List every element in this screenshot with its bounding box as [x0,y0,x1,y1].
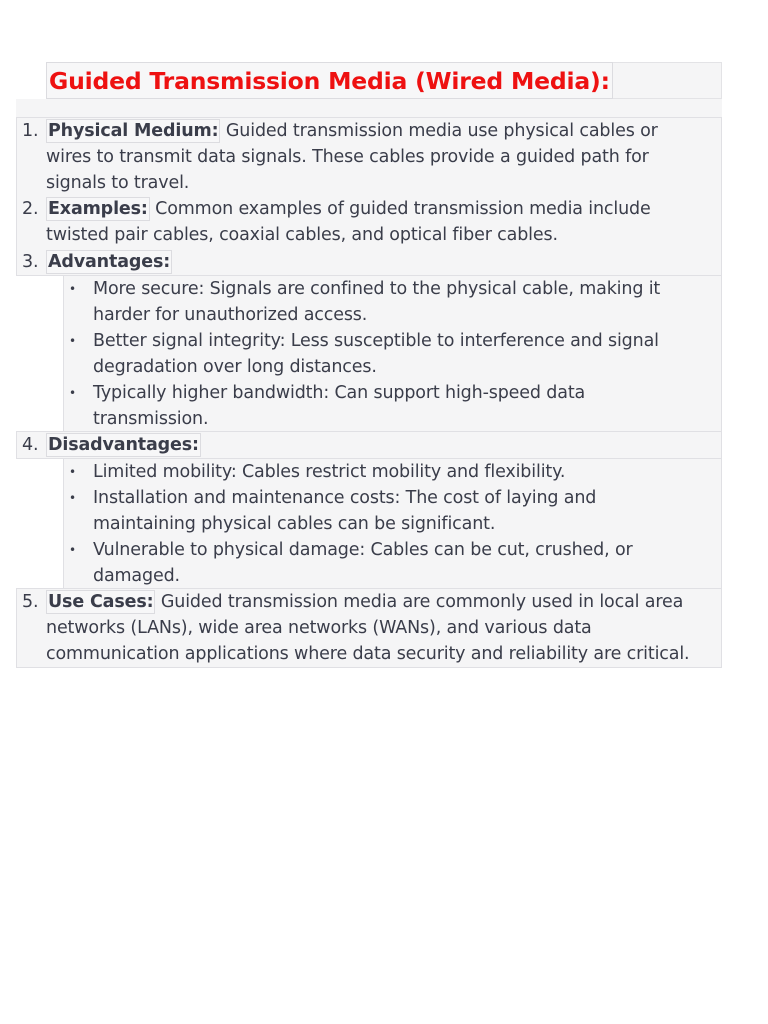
bullet-text-line: Installation and maintenance costs: The cost of laying and [93,488,597,508]
bullet-text-line: Limited mobility: Cables restrict mobility and flexibility. [93,462,566,482]
list-item-examples [46,196,651,222]
list-item-number: 1. [22,121,39,141]
bullet-icon: • [69,491,76,505]
item-text: Guided transmission media are commonly used in local area [155,592,684,612]
list-item-number: 4. [22,435,39,455]
item-label: Examples: [48,199,148,219]
list-item-number: 5. [22,592,39,612]
bullet-icon: • [69,386,76,400]
item-label: Physical Medium: [48,121,219,141]
list-item-number: 2. [22,199,39,219]
item-text-line: communication applications where data security and reliability are critical. [46,644,690,664]
item-text: Guided transmission media use physical cables or [220,121,658,141]
item-text-line: signals to travel. [46,173,190,193]
list-item-physical-medium [46,118,658,144]
list-item-number: 3. [22,252,39,272]
title-strip [16,99,722,117]
item-label: Use Cases: [48,592,154,612]
bullet-icon: • [69,334,76,348]
bullet-text-line: transmission. [93,409,209,429]
bullet-text-line: degradation over long distances. [93,357,377,377]
bullet-text-line: harder for unauthorized access. [93,305,368,325]
bullet-text-line: Typically higher bandwidth: Can support high-speed data [93,383,586,403]
list-item-advantages [46,249,172,275]
item-label: Advantages: [48,252,171,272]
bullet-text-line: Better signal integrity: Less susceptible to interference and signal [93,331,659,351]
item-text-line: twisted pair cables, coaxial cables, and optical fiber cables. [46,225,558,245]
bullet-icon: • [69,465,76,479]
list-item-use-cases [46,589,683,615]
bullet-text-line: damaged. [93,566,180,586]
item-text-line: networks (LANs), wide area networks (WANs), and various data [46,618,592,638]
item-text: Common examples of guided transmission media include [149,199,651,219]
bullet-icon: • [69,543,76,557]
bullet-icon: • [69,282,76,296]
bullet-text-line: More secure: Signals are confined to the physical cable, making it [93,279,661,299]
bullet-text-line: maintaining physical cables can be significant. [93,514,496,534]
item-text-line: wires to transmit data signals. These cables provide a guided path for [46,147,649,167]
page-title: Guided Transmission Media (Wired Media): [46,62,613,99]
item-label: Disadvantages: [48,435,199,455]
list-item-disadvantages [46,432,201,458]
bullet-text-line: Vulnerable to physical damage: Cables can be cut, crushed, or [93,540,633,560]
